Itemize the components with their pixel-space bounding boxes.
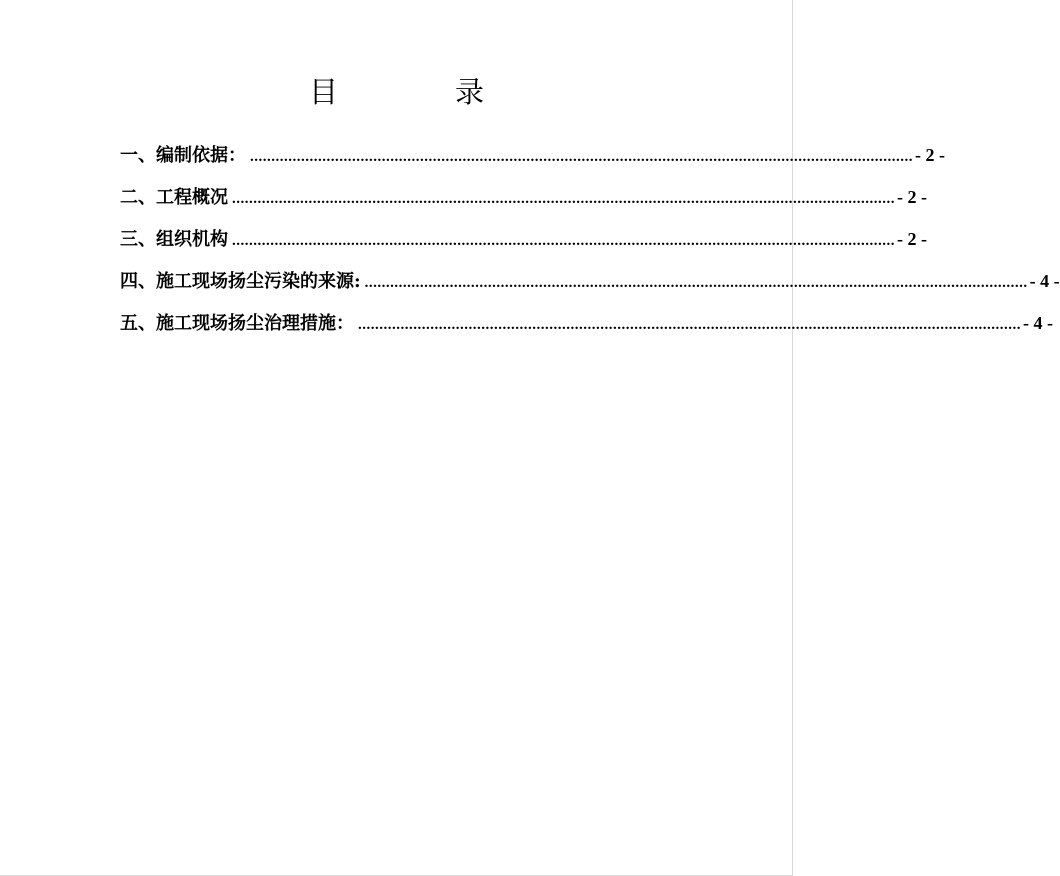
toc-list <box>120 140 1060 350</box>
toc-entry[interactable] <box>120 266 1060 308</box>
toc-page-number: - 4 - <box>1023 313 1053 333</box>
toc-entry[interactable] <box>120 140 945 182</box>
toc-leader-dots: ............................................................................................................................................................ <box>232 191 895 207</box>
toc-page-number: - 2 - <box>915 145 945 165</box>
toc-title: 目 录 <box>308 75 528 109</box>
toc-entry-text: 五、施工现场扬尘治理措施： <box>120 313 354 334</box>
toc-page-number: - 2 - <box>897 229 927 249</box>
toc-entry[interactable] <box>120 224 927 266</box>
page-edge-right <box>792 0 793 876</box>
toc-entry-text: 一、编制依据： <box>120 145 246 166</box>
toc-leader-dots: ............................................................................................................................................................ <box>232 233 895 249</box>
toc-leader-dots: ............................................................................................................................................................ <box>364 275 1028 291</box>
toc-leader-dots: ............................................................................................................................................................ <box>250 149 913 165</box>
toc-entry-text: 四、施工现场扬尘污染的来源: <box>120 271 361 292</box>
toc-entry[interactable] <box>120 308 1053 350</box>
toc-entry-text: 三、组织机构 <box>120 229 228 250</box>
toc-entry[interactable] <box>120 182 927 224</box>
toc-entry-text: 二、工程概况 <box>120 187 228 208</box>
toc-page-number: - 2 - <box>897 187 927 207</box>
toc-page-number: - 4 - <box>1029 271 1060 291</box>
toc-leader-dots: ............................................................................................................................................................ <box>358 317 1021 333</box>
